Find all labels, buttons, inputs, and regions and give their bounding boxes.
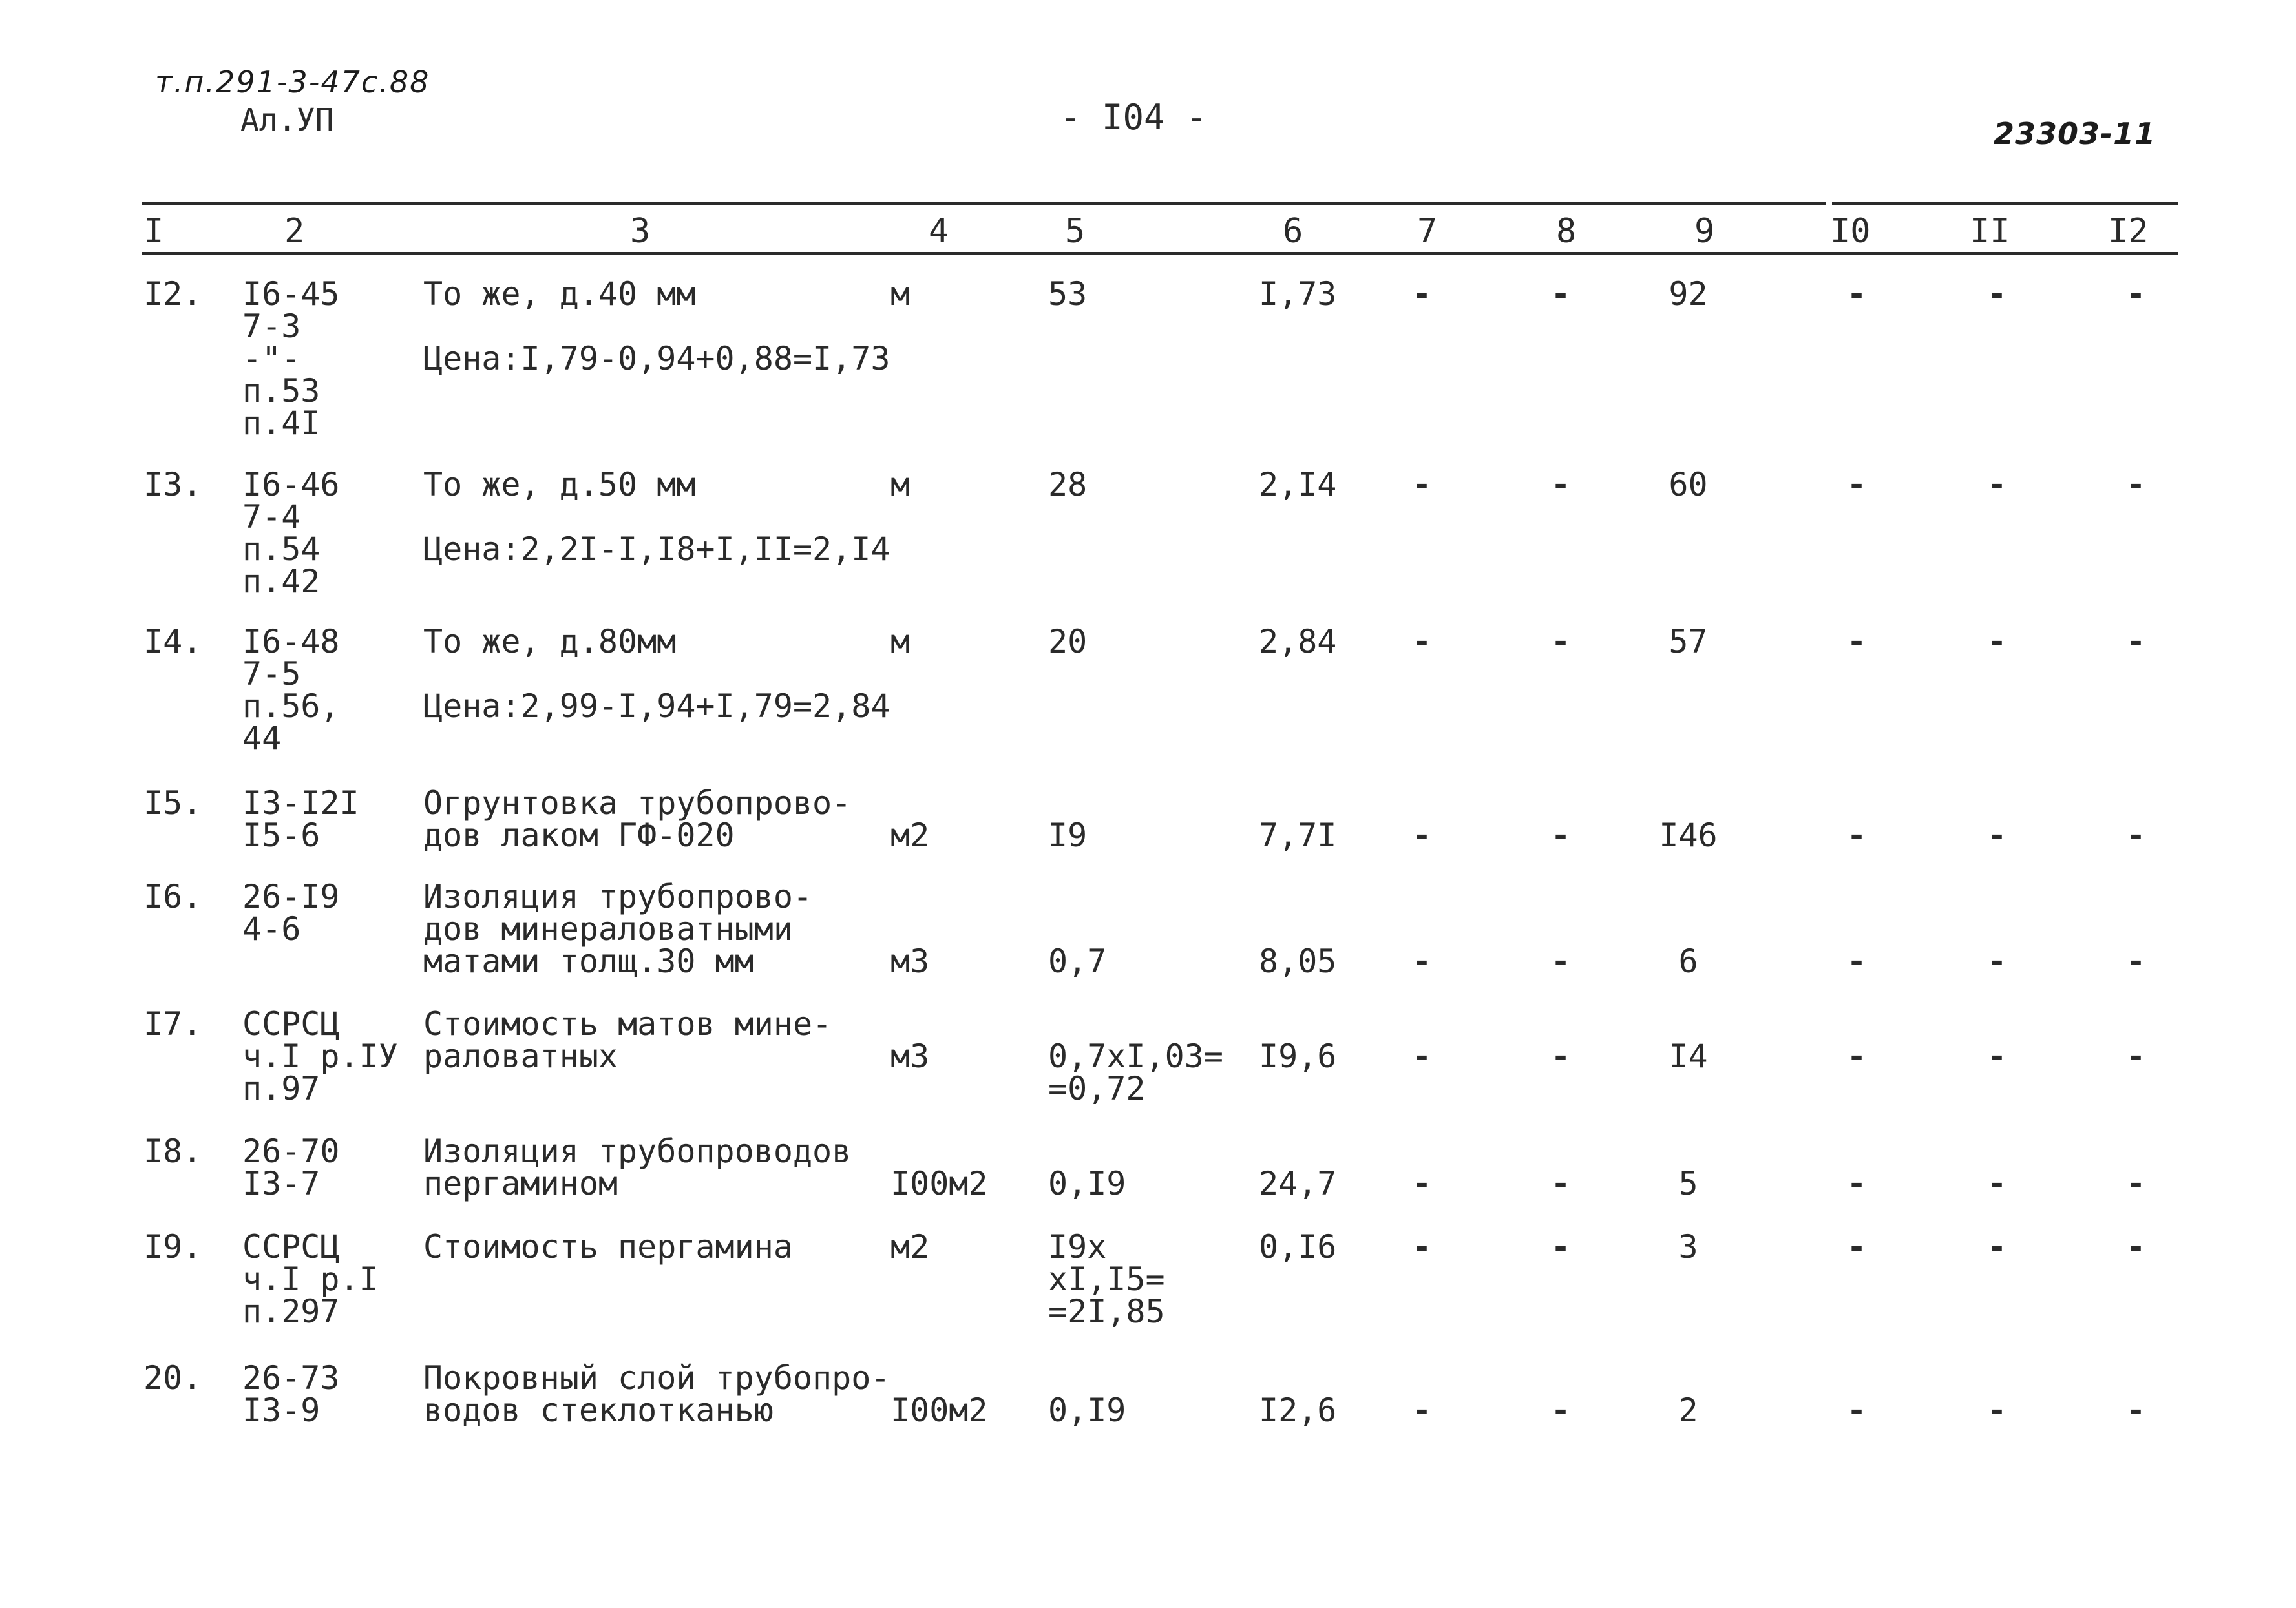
row-unit-price: I2,6	[1259, 1392, 1337, 1429]
row-col11: -	[1987, 943, 2007, 980]
row-col8: -	[1551, 623, 1571, 660]
row-col11: -	[1987, 1392, 2007, 1429]
row-quantity: 0,I9	[1048, 1392, 1126, 1429]
row-code: I6-45 7-3 -"- п.53 п.4I	[242, 275, 340, 442]
row-code: 26-73 I3-9	[242, 1359, 340, 1429]
row-col8: -	[1551, 466, 1571, 503]
row-unit-price: 2,84	[1259, 623, 1337, 660]
row-col12: -	[2126, 1165, 2146, 1202]
row-unit-price: 2,I4	[1259, 466, 1337, 503]
row-description: То же, д.50 мм	[423, 466, 696, 503]
row-col12: -	[2126, 1392, 2146, 1429]
column-number-8: 8	[1556, 212, 1577, 251]
row-description: Огрунтовка трубопрово- дов лаком ГФ-020	[423, 784, 852, 854]
page-number: - I04 -	[1060, 97, 1207, 138]
row-col12: -	[2126, 623, 2146, 660]
row-col8: -	[1551, 1165, 1571, 1202]
row-description: Стоимость матов мине- раловатных	[423, 1005, 832, 1075]
row-code: ССРСЦ ч.I р.I п.297	[242, 1228, 379, 1330]
row-col10: -	[1847, 1392, 1867, 1429]
row-col11: -	[1987, 1228, 2007, 1266]
row-col7: -	[1412, 817, 1432, 854]
row-col10: -	[1847, 943, 1867, 980]
row-col7: -	[1412, 466, 1432, 503]
row-col12: -	[2126, 466, 2146, 503]
row-code: 26-I9 4-6	[242, 878, 340, 948]
row-col8: -	[1551, 943, 1571, 980]
row-number: I7.	[143, 1005, 202, 1043]
stamp-number: 23303-11	[1994, 116, 2156, 151]
row-col10: -	[1847, 817, 1867, 854]
row-number: I4.	[143, 623, 202, 660]
row-unit-price: 8,05	[1259, 943, 1337, 980]
row-description: Изоляция трубопроводов пергамином	[423, 1133, 852, 1202]
row-col11: -	[1987, 623, 2007, 660]
row-description: Покровный слой трубопро- водов стеклотканью	[423, 1359, 890, 1429]
row-col10: -	[1847, 466, 1867, 503]
row-code: ССРСЦ ч.I р.IУ п.97	[242, 1005, 398, 1107]
row-col7: -	[1412, 1228, 1432, 1266]
row-col10: -	[1847, 275, 1867, 313]
row-quantity: 0,7	[1048, 943, 1107, 980]
row-code: I3-I2I I5-6	[242, 784, 359, 854]
row-col10: -	[1847, 623, 1867, 660]
table-header-rule	[142, 252, 2178, 255]
row-col8: -	[1551, 275, 1571, 313]
column-number-6: 6	[1283, 212, 1303, 251]
row-quantity: 53	[1048, 275, 1088, 313]
row-col12: -	[2126, 817, 2146, 854]
row-unit: м	[890, 466, 911, 503]
row-number: I6.	[143, 878, 202, 915]
table-top-rule-left	[142, 202, 1826, 205]
row-col7: -	[1412, 1165, 1432, 1202]
row-total: 3	[1678, 1228, 1698, 1266]
row-code: 26-70 I3-7	[242, 1133, 340, 1202]
row-description: Изоляция трубопрово- дов минераловатными матами толщ.30 мм	[423, 878, 813, 980]
row-number: I3.	[143, 466, 202, 503]
row-col10: -	[1847, 1038, 1867, 1075]
row-unit: м	[890, 275, 911, 313]
row-number: I9.	[143, 1228, 202, 1266]
row-total: 57	[1669, 623, 1708, 660]
row-total: I4	[1669, 1038, 1708, 1075]
row-unit: м3	[890, 1038, 930, 1075]
row-col12: -	[2126, 1038, 2146, 1075]
row-quantity: 0,I9	[1048, 1165, 1126, 1202]
row-unit-price: 7,7I	[1259, 817, 1337, 854]
row-unit: м3	[890, 943, 930, 980]
row-col11: -	[1987, 1165, 2007, 1202]
row-col11: -	[1987, 1038, 2007, 1075]
row-quantity: I9	[1048, 817, 1088, 854]
column-number-10: I0	[1830, 212, 1871, 251]
row-description: То же, д.40 мм	[423, 275, 696, 313]
column-number-12: I2	[2108, 212, 2149, 251]
row-quantity: I9х хI,I5= =2I,85	[1048, 1228, 1165, 1330]
row-number: I5.	[143, 784, 202, 822]
column-number-5: 5	[1065, 212, 1086, 251]
row-unit: м	[890, 623, 911, 660]
column-number-2: 2	[284, 212, 305, 251]
row-number: 20.	[143, 1359, 202, 1397]
row-col8: -	[1551, 1038, 1571, 1075]
row-col12: -	[2126, 1228, 2146, 1266]
document-reference: т.п.291-3-47с.88	[155, 65, 430, 99]
album-label: Ал.УП	[240, 102, 334, 138]
row-total: 60	[1669, 466, 1708, 503]
row-unit-price: 24,7	[1259, 1165, 1337, 1202]
row-unit-price: 0,I6	[1259, 1228, 1337, 1266]
row-total: 2	[1678, 1392, 1698, 1429]
row-col11: -	[1987, 466, 2007, 503]
row-price-note: Цена:2,2I-I,I8+I,II=2,I4	[423, 530, 890, 568]
table-top-rule-right	[1832, 202, 2178, 205]
row-unit: I00м2	[890, 1165, 988, 1202]
column-number-1: I	[143, 212, 164, 251]
row-unit-price: I,73	[1259, 275, 1337, 313]
row-price-note: Цена:I,79-0,94+0,88=I,73	[423, 340, 890, 377]
row-quantity: 20	[1048, 623, 1088, 660]
row-col10: -	[1847, 1228, 1867, 1266]
row-total: 6	[1678, 943, 1698, 980]
row-description: То же, д.80мм	[423, 623, 677, 660]
row-col12: -	[2126, 943, 2146, 980]
row-col8: -	[1551, 817, 1571, 854]
row-code: I6-46 7-4 п.54 п.42	[242, 466, 340, 600]
row-code: I6-48 7-5 п.56, 44	[242, 623, 340, 757]
row-number: I8.	[143, 1133, 202, 1170]
row-quantity: 0,7хI,03= =0,72	[1048, 1038, 1223, 1107]
column-number-3: 3	[630, 212, 651, 251]
column-number-11: II	[1970, 212, 2010, 251]
row-col7: -	[1412, 623, 1432, 660]
row-price-note: Цена:2,99-I,94+I,79=2,84	[423, 687, 890, 725]
row-total: I46	[1659, 817, 1718, 854]
row-quantity: 28	[1048, 466, 1088, 503]
row-col7: -	[1412, 1038, 1432, 1075]
row-unit: м2	[890, 817, 930, 854]
row-col10: -	[1847, 1165, 1867, 1202]
row-col8: -	[1551, 1228, 1571, 1266]
row-col8: -	[1551, 1392, 1571, 1429]
column-number-9: 9	[1694, 212, 1715, 251]
row-total: 92	[1669, 275, 1708, 313]
column-number-4: 4	[929, 212, 949, 251]
row-total: 5	[1678, 1165, 1698, 1202]
row-col7: -	[1412, 943, 1432, 980]
row-col12: -	[2126, 275, 2146, 313]
row-unit: I00м2	[890, 1392, 988, 1429]
row-col7: -	[1412, 275, 1432, 313]
row-description: Стоимость пергамина	[423, 1228, 793, 1266]
row-number: I2.	[143, 275, 202, 313]
column-number-7: 7	[1417, 212, 1438, 251]
row-unit: м2	[890, 1228, 930, 1266]
row-unit-price: I9,6	[1259, 1038, 1337, 1075]
row-col11: -	[1987, 275, 2007, 313]
row-col7: -	[1412, 1392, 1432, 1429]
row-col11: -	[1987, 817, 2007, 854]
